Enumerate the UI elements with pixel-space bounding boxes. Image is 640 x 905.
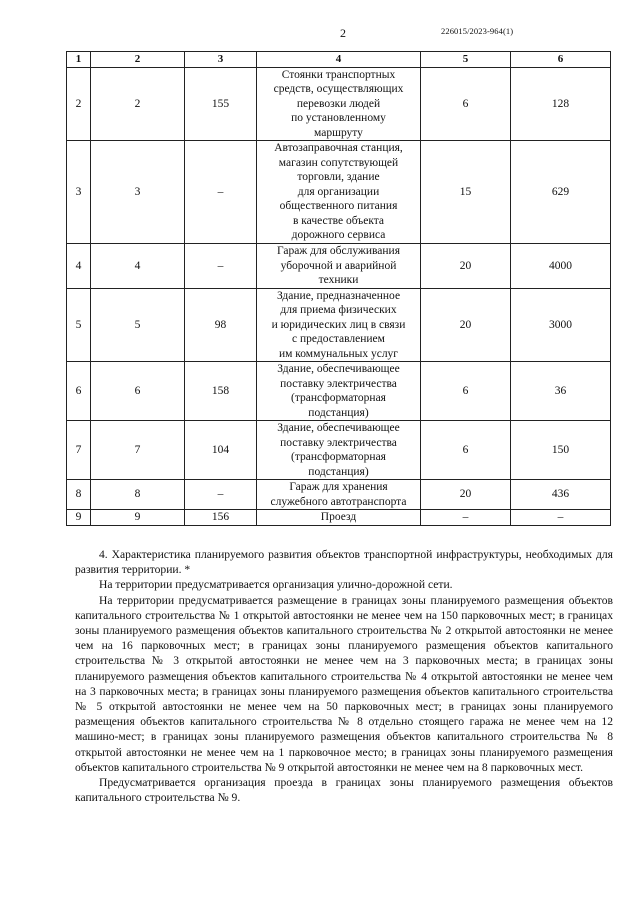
cell-text-line: поставку электричества [280, 377, 397, 390]
table-cell-c3: 98 [185, 288, 257, 362]
table-cell-c5: 6 [421, 67, 511, 141]
table-cell-c6: – [511, 510, 611, 526]
table-cell-c6: 629 [511, 141, 611, 244]
table-cell-c2: 4 [91, 244, 185, 289]
table-cell-c1: 7 [67, 421, 91, 480]
table-cell-c5: – [421, 510, 511, 526]
section-heading-paragraph: 4. Характеристика планируемого развития объектов транспортной инфраструктуры, необходимых для развития территории. * [75, 548, 613, 577]
cell-text-line: (трансформаторная [291, 392, 386, 404]
table-cell-c1: 4 [67, 244, 91, 289]
page-number: 2 [340, 26, 346, 40]
cell-text-line: служебного автотранспорта [270, 495, 407, 508]
cell-text-line: дорожного сервиса [291, 229, 386, 242]
cell-text-line: подстанция) [308, 406, 369, 419]
cell-text-line: техники [318, 274, 359, 286]
cell-text-line: (трансформаторная [291, 451, 386, 463]
table-row [67, 510, 611, 526]
cell-text-line: маршруту [314, 126, 363, 139]
cell-text-line: Гараж для хранения [289, 481, 388, 493]
table-cell-c2: 5 [91, 288, 185, 362]
table-cell-c4 [257, 362, 421, 421]
table-cell-c3: 156 [185, 510, 257, 526]
table-cell-c4 [257, 244, 421, 289]
table-cell-c1: 6 [67, 362, 91, 421]
column-header: 3 [185, 52, 257, 68]
cell-text-line: для организации [297, 185, 380, 198]
table-cell-c4 [257, 141, 421, 244]
cell-text-line: Стоянки транспортных [281, 68, 396, 81]
table-cell-c1: 2 [67, 67, 91, 141]
cell-text-line: подстанция) [308, 465, 369, 478]
table-cell-c3: – [185, 244, 257, 289]
table-cell-c3: 104 [185, 421, 257, 480]
cell-text-line: Гараж для обслуживания [276, 245, 401, 257]
table-cell-c4 [257, 421, 421, 480]
cell-text-line: им коммунальных услуг [278, 347, 399, 360]
text-paragraph: На территории предусматривается организация улично-дорожной сети. [99, 578, 453, 592]
table-cell-c3: – [185, 141, 257, 244]
table-cell-c2: 8 [91, 480, 185, 510]
cell-text-line: Здание, обеспечивающее [277, 363, 400, 375]
table-cell-c6: 128 [511, 67, 611, 141]
cell-text-line: Проезд [320, 511, 357, 523]
table-cell-c6: 4000 [511, 244, 611, 289]
table-cell-c3: – [185, 480, 257, 510]
transport-infrastructure-section [75, 547, 613, 805]
table-cell-c5: 6 [421, 362, 511, 421]
column-header: 6 [511, 52, 611, 68]
text-paragraph: Предусматривается организация проезда в границах зоны планируемого размещения объектов капитального строительства № 9. [75, 776, 613, 805]
cell-text-line: и юридических лиц в связи [271, 318, 406, 331]
table-header-row [67, 52, 611, 68]
table-row [67, 67, 611, 141]
cell-text-line: Автозаправочная станция, [274, 142, 403, 155]
table-cell-c3: 155 [185, 67, 257, 141]
table-row [67, 362, 611, 421]
table-cell-c6: 436 [511, 480, 611, 510]
table-cell-c1: 5 [67, 288, 91, 362]
document-code: 226015/2023-964(1) [441, 26, 514, 36]
cell-text-line: Здание, предназначенное [276, 289, 401, 302]
table-cell-c4 [257, 510, 421, 526]
table-row [67, 288, 611, 362]
table-cell-c2: 2 [91, 67, 185, 141]
table-row [67, 141, 611, 244]
table-cell-c5: 20 [421, 288, 511, 362]
table-cell-c1: 8 [67, 480, 91, 510]
cell-text-line: торговли, здание [297, 171, 380, 184]
table-cell-c5: 20 [421, 480, 511, 510]
column-header: 1 [67, 52, 91, 68]
table-cell-c6: 36 [511, 362, 611, 421]
table-cell-c4 [257, 480, 421, 510]
cell-text-line: Здание, обеспечивающее [277, 422, 400, 434]
table-cell-c4 [257, 67, 421, 141]
table-cell-c4 [257, 288, 421, 362]
text-paragraph: На территории предусматривается размещение в границах зоны планируемого размещения объектов капитального строительства № 1 открытой автостоянки не менее чем на 150 парковочных мест; в границах зоны планируемого размещения объектов капитального строительства № 2 открытой автостоянки не менее чем на 16 парковочных мест; в границах зоны планируемого размещения объектов капитального строительства № 3 открытой автостоянки не менее чем на 3 парковочных места; в границах зоны планируемого размещения объектов капитального строительства № 4 открытой автостоянки не менее чем на 3 парковочных места; в границах зоны планируемого размещения объектов капитального строительства № 5 открытой автостоянки не менее чем на 50 парковочных мест; в границах зоны планируемого размещения объектов капитального строительства № 8 отдельно стоящего гаража не менее чем на 12 машино-мест; в границах зоны планируемого размещения объектов капитального строительства № 8 открытой автостоянки не менее чем на 1 парковочное место; в границах зоны планируемого размещения объектов капитального строительства № 9 открытой автостоянки не менее чем на 8 парковочных мест. [75, 593, 613, 774]
table-cell-c1: 3 [67, 141, 91, 244]
cell-text-line: с предоставлением [292, 333, 385, 345]
table-cell-c2: 6 [91, 362, 185, 421]
column-header: 4 [257, 52, 421, 68]
cell-text-line: в качестве объекта [292, 214, 385, 227]
cell-text-line: для приема физических [280, 304, 397, 316]
column-header: 2 [91, 52, 185, 68]
table-cell-c6: 150 [511, 421, 611, 480]
table-cell-c5: 6 [421, 421, 511, 480]
cell-text-line: общественного питания [279, 200, 398, 213]
table-cell-c5: 15 [421, 141, 511, 244]
table-cell-c5: 20 [421, 244, 511, 289]
table-cell-c2: 7 [91, 421, 185, 480]
cell-text-line: средств, осуществляющих [273, 83, 404, 95]
cell-text-line: поставку электричества [280, 436, 397, 449]
table-cell-c2: 9 [91, 510, 185, 526]
cell-text-line: перевозки людей [296, 97, 381, 110]
table-row [67, 244, 611, 289]
table-cell-c1: 9 [67, 510, 91, 526]
table-row [67, 480, 611, 510]
table-cell-c2: 3 [91, 141, 185, 244]
objects-table [66, 51, 611, 526]
cell-text-line: уборочной и аварийной [280, 259, 397, 272]
table-cell-c6: 3000 [511, 288, 611, 362]
cell-text-line: по установленному [291, 112, 386, 124]
table-row [67, 421, 611, 480]
cell-text-line: магазин сопутствующей [278, 156, 399, 169]
table-cell-c3: 158 [185, 362, 257, 421]
column-header: 5 [421, 52, 511, 68]
